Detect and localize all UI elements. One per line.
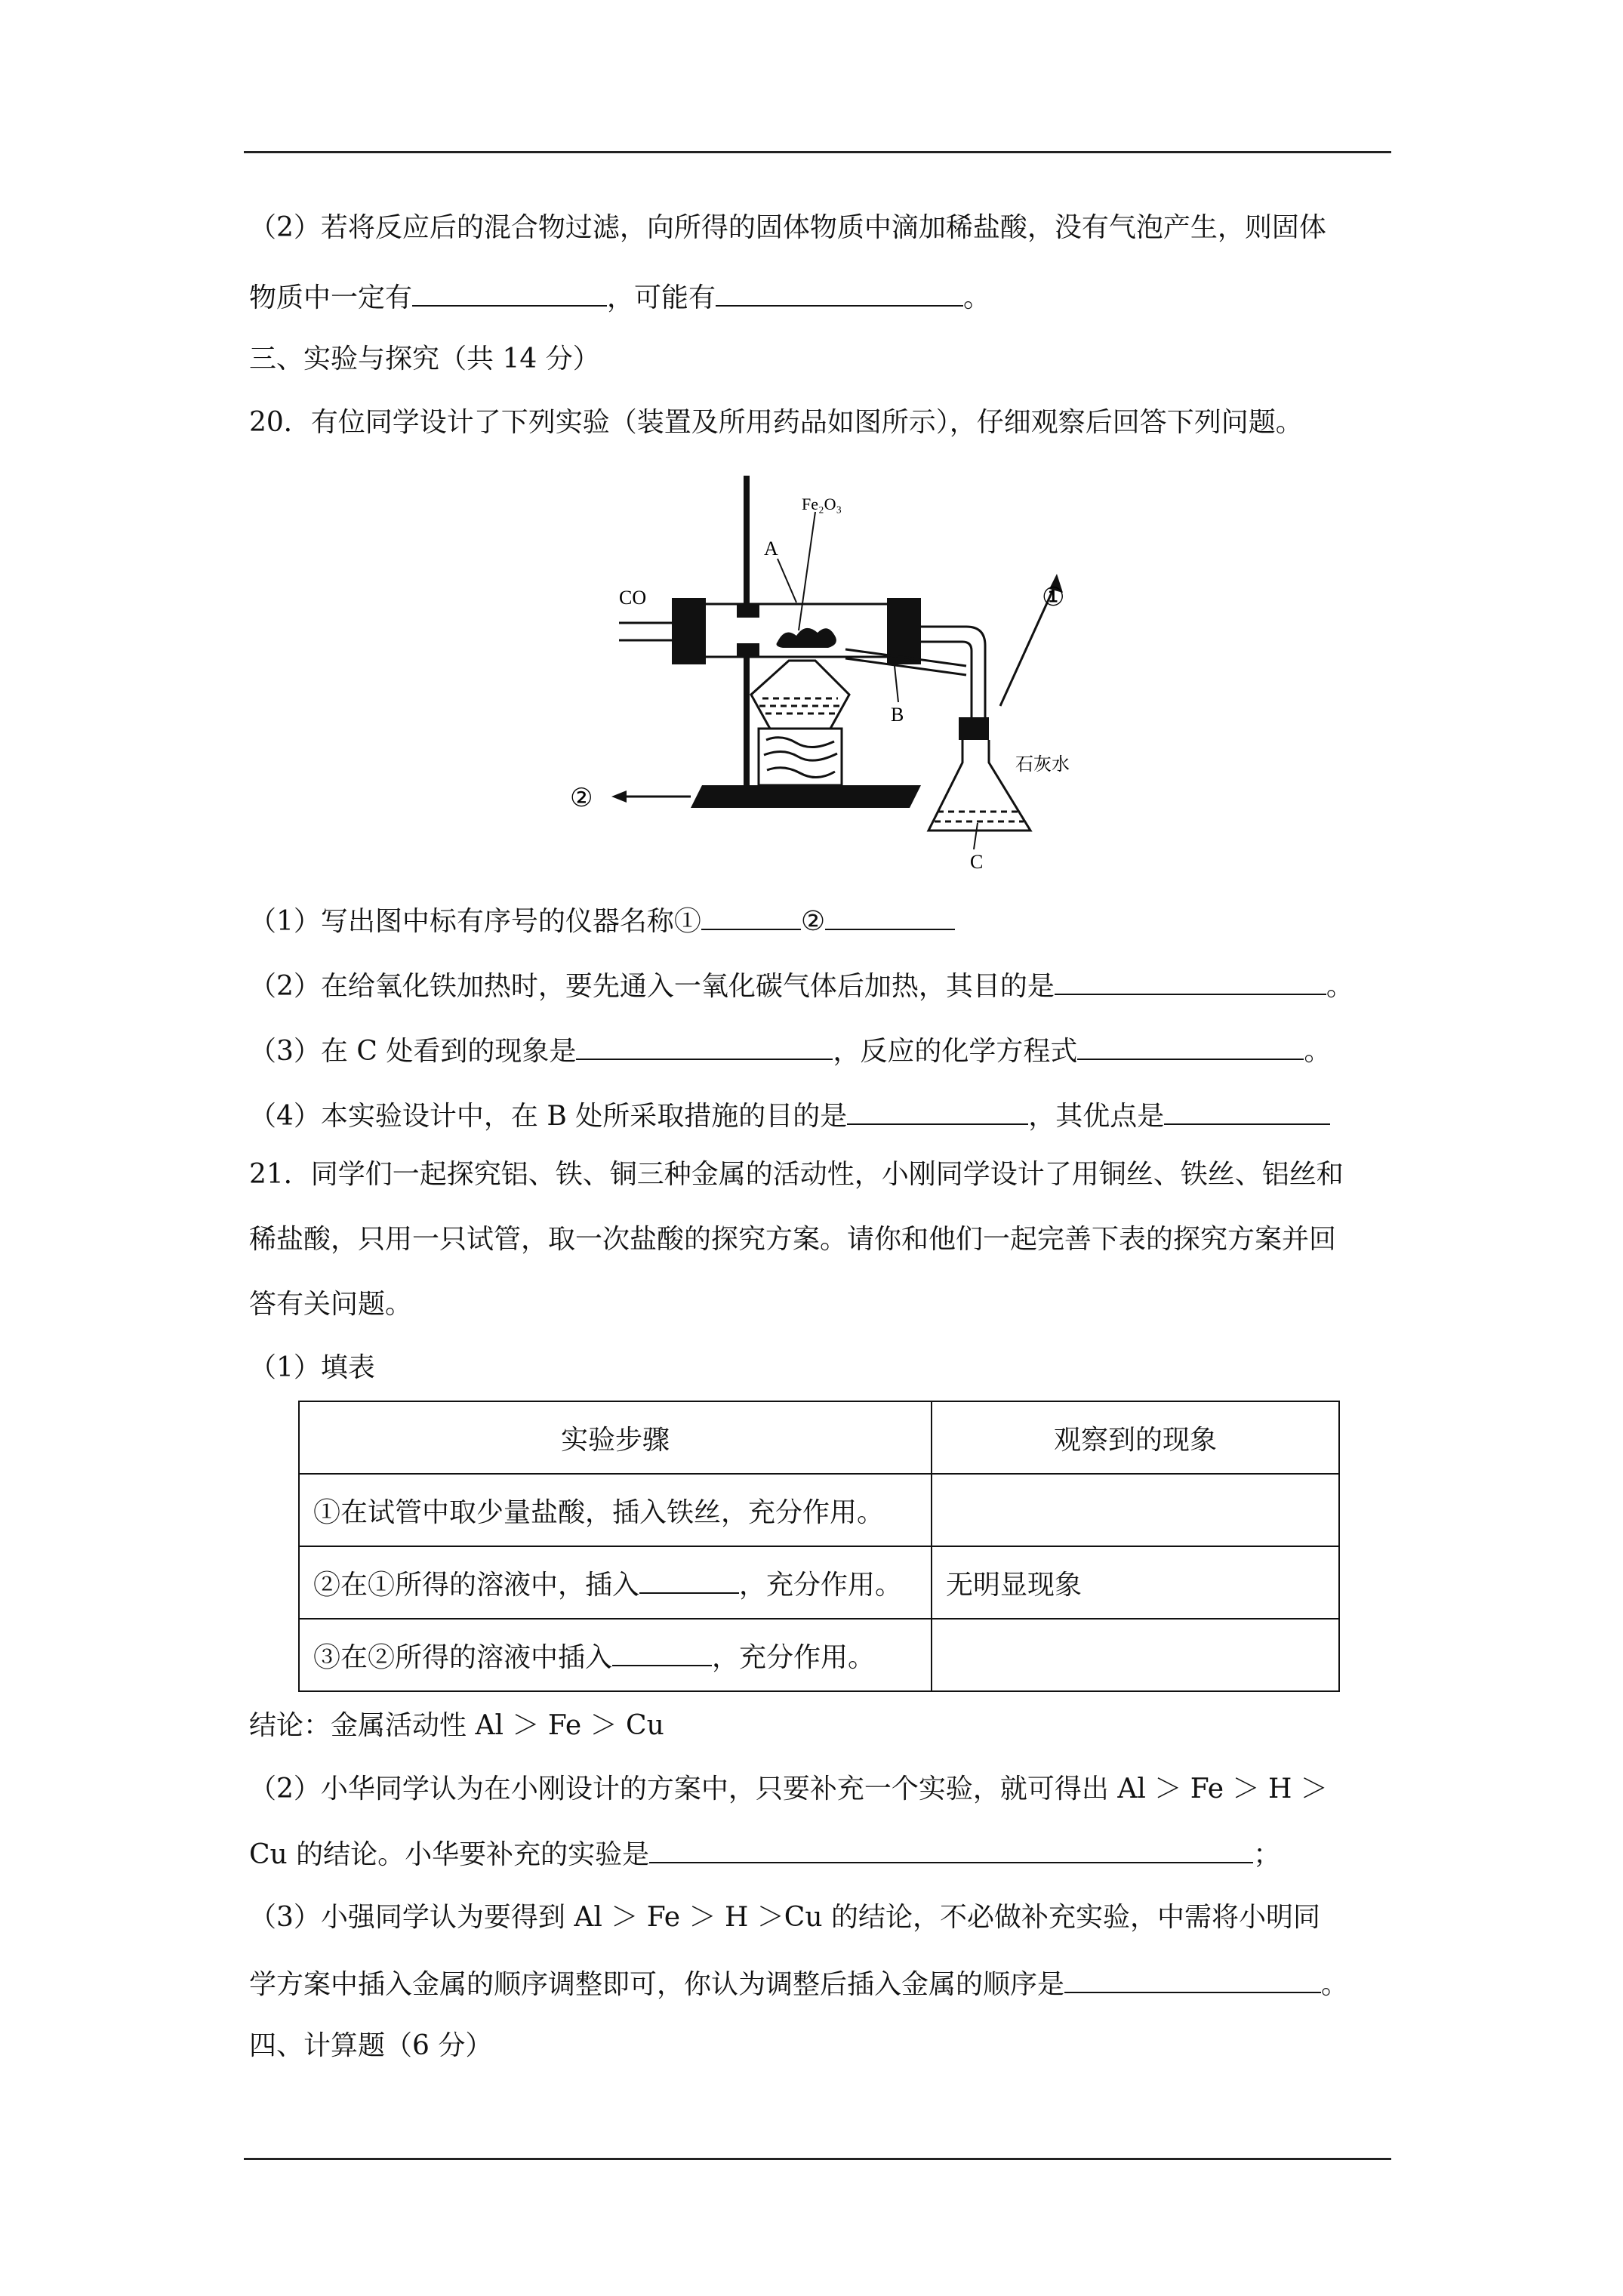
row2-observation: 无明显现象 [932,1546,1339,1619]
table-header-row [299,1401,1339,1474]
q20-sub1: （1）写出图中标有序号的仪器名称① ② [249,901,955,940]
footer-rule [244,2158,1391,2160]
answer-blank-phenomenon[interactable] [576,1031,833,1060]
q20-sub4: （4）本实验设计中，在 B 处所采取措施的目的是 ，其优点是 [249,1096,1330,1135]
answer-blank-metal-2[interactable] [639,1565,739,1594]
q21-sub2-line2: Cu 的结论。小华要补充的实验是 ； [249,1835,1280,1873]
header-step: 实验步骤 [299,1401,932,1474]
flask-stopper [959,717,989,740]
label-circled-2: ② [570,783,593,813]
answer-blank-metal-3[interactable] [612,1638,712,1666]
row1-observation-cell[interactable] [932,1474,1339,1546]
row3-step: ③在②所得的溶液中插入 ，充分作用。 [299,1619,932,1691]
row3-observation-cell[interactable] [932,1619,1339,1691]
q20-sub3: （3）在 C 处看到的现象是 ，反应的化学方程式 。 [249,1031,1331,1070]
table-row [299,1619,1339,1691]
table-row [299,1546,1339,1619]
experiment-table [298,1401,1340,1692]
alcohol-lamp [751,661,849,729]
stand-base [691,785,921,808]
q21-stem-line3: 答有关问题。 [249,1289,413,1320]
glass-tube [698,604,895,657]
answer-blank-purpose[interactable] [1055,966,1326,995]
header-observation: 观察到的现象 [932,1401,1339,1474]
answer-blank-instrument-1[interactable] [701,901,801,930]
row2-step: ②在①所得的溶液中，插入 ，充分作用。 [299,1546,932,1619]
left-stopper [672,598,706,664]
section-4-heading: 四、计算题（6 分） [249,2030,493,2061]
row1-step: ①在试管中取少量盐酸，插入铁丝，充分作用。 [299,1474,932,1546]
table-row [299,1474,1339,1546]
q21-stem-line1: 21．同学们一起探究铝、铁、铜三种金属的活动性，小刚同学设计了用铜丝、铁丝、铝丝和 [249,1159,1344,1190]
label-a: A [764,538,778,559]
q19-part2-line1: （2）若将反应后的混合物过滤，向所得的固体物质中滴加稀盐酸，没有气泡产生，则固体 [249,212,1326,243]
q21-sub2-line1: （2）小华同学认为在小刚设计的方案中，只要补充一个实验，就可得出 Al ＞ Fe ＞ H ＞ [249,1774,1328,1804]
fe2o3-label: Fe₂O₃ [802,495,842,513]
q21-stem-line2: 稀盐酸，只用一只试管，取一次盐酸的探究方案。请你和他们一起完善下表的探究方案并回 [249,1224,1337,1255]
q21-sub3-line1: （3）小强同学认为要得到 Al ＞ Fe ＞ H ＞Cu 的结论，不必做补充实验，中需将小明同 [249,1902,1320,1933]
q21-sub1: （1）填表 [249,1352,375,1383]
q21-sub3-line2: 学方案中插入金属的顺序调整即可，你认为调整后插入金属的顺序是 。 [249,1965,1348,2003]
answer-blank-instrument-2[interactable] [825,901,955,930]
q21-conclusion: 结论：金属活动性 Al ＞ Fe ＞ Cu [249,1710,664,1741]
answer-blank-equation[interactable] [1077,1031,1304,1060]
answer-blank-possibly[interactable] [716,278,963,307]
answer-blank-definitely[interactable] [412,278,607,307]
q19-part2-line2: 物质中一定有 ，可能有 。 [249,278,990,316]
q20-sub2: （2）在给氧化铁加热时，要先通入一氧化碳气体后加热，其目的是 。 [249,966,1354,1005]
section-3-heading: 三、实验与探究（共 14 分） [249,344,600,374]
label-c: C [970,851,984,873]
co-label: CO [619,587,647,609]
header-rule [244,151,1391,153]
q20-stem: 20．有位同学设计了下列实验（装置及所用药品如图所示），仔细观察后回答下列问题。 [249,407,1303,438]
answer-blank-supplementary-experiment[interactable] [649,1835,1253,1863]
label-circled-1: ① [1042,582,1065,612]
label-b: B [891,704,904,726]
answer-blank-metal-order[interactable] [1064,1965,1321,1993]
limewater-label: 石灰水 [1015,754,1070,775]
answer-blank-advantage[interactable] [1164,1096,1330,1125]
right-stopper [887,598,921,664]
apparatus-figure [570,468,1117,876]
answer-blank-b-purpose[interactable] [847,1096,1028,1125]
